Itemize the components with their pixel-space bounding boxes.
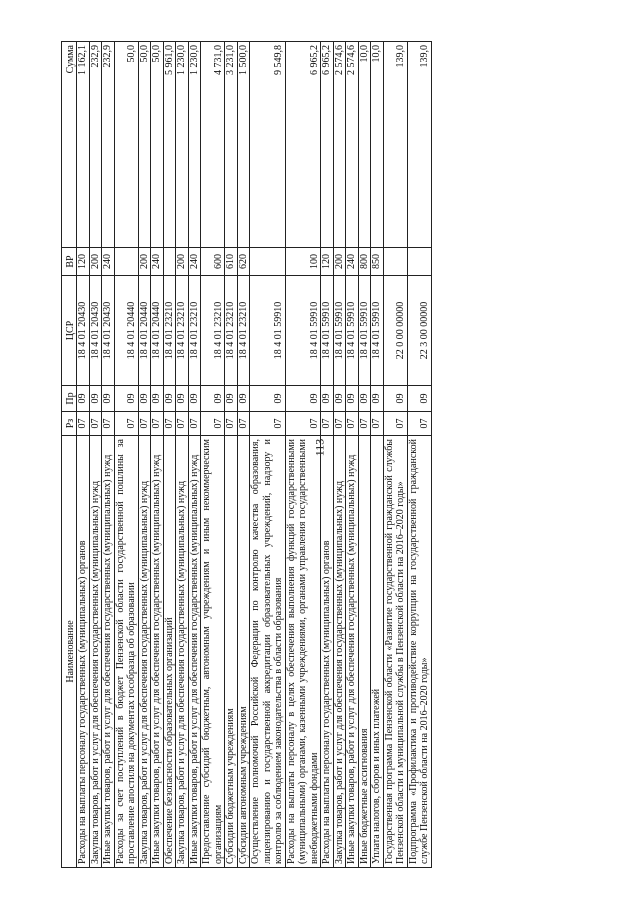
- row-pr: 09: [151, 386, 164, 412]
- row-sum: 2 574,6: [333, 42, 346, 248]
- row-sum: 6 965,2: [321, 42, 334, 248]
- row-pr: 09: [176, 386, 189, 412]
- row-pr: 09: [163, 386, 176, 412]
- row-pr: 09: [201, 386, 225, 412]
- header-rz: Рз: [62, 412, 77, 436]
- row-rz: 07: [285, 412, 321, 436]
- row-csr: 18 4 01 59910: [371, 276, 384, 386]
- row-csr: 22 0 00 00000: [383, 276, 407, 386]
- row-vr: [407, 248, 431, 276]
- table-row: [321, 42, 334, 868]
- header-name: Наименование: [62, 436, 77, 868]
- row-pr: 09: [358, 386, 371, 412]
- row-rz: 07: [114, 412, 138, 436]
- row-rz: 07: [225, 412, 238, 436]
- row-rz: 07: [346, 412, 359, 436]
- row-vr: 620: [237, 248, 250, 276]
- row-name: Иные закупки товаров, работ и услуг для обеспечения государственных (муниципальных) нужд: [151, 436, 164, 868]
- row-vr: 240: [102, 248, 115, 276]
- row-vr: 600: [201, 248, 225, 276]
- row-csr: 18 4 01 20430: [102, 276, 115, 386]
- row-vr: 200: [333, 248, 346, 276]
- table-row: [225, 42, 238, 868]
- row-sum: 232,9: [89, 42, 102, 248]
- row-pr: 09: [346, 386, 359, 412]
- row-name: Закупка товаров, работ и услуг для обеспечения государственных (муниципальных) нужд: [89, 436, 102, 868]
- row-pr: 09: [188, 386, 201, 412]
- header-sum: Сумма: [62, 42, 77, 248]
- row-csr: 18 4 01 23210: [176, 276, 189, 386]
- row-csr: 18 4 01 23210: [163, 276, 176, 386]
- table-row: [114, 42, 138, 868]
- row-vr: [383, 248, 407, 276]
- table-row: [163, 42, 176, 868]
- row-sum: 1 230,0: [188, 42, 201, 248]
- row-sum: 6 965,2: [285, 42, 321, 248]
- row-pr: 09: [77, 386, 90, 412]
- table-row: [358, 42, 371, 868]
- row-vr: 240: [151, 248, 164, 276]
- row-vr: 100: [285, 248, 321, 276]
- row-name: Закупка товаров, работ и услуг для обеспечения государственных (муниципальных) нужд: [138, 436, 151, 868]
- header-vr: ВР: [62, 248, 77, 276]
- row-sum: 10,0: [371, 42, 384, 248]
- row-name: Подпрограмма «Профилактика и противодействие коррупции на государственной гражданской службе Пензенской области на 2016–2020 годы»: [407, 436, 431, 868]
- row-csr: 18 4 01 23210: [225, 276, 238, 386]
- row-pr: 09: [285, 386, 321, 412]
- row-rz: 07: [89, 412, 102, 436]
- table-row: [176, 42, 189, 868]
- row-rz: 07: [358, 412, 371, 436]
- row-name: Расходы за счет поступлений в бюджет Пензенской области государственной пошлины за проставление апостиля на документах гособразца об образовании: [114, 436, 138, 868]
- row-csr: 22 3 00 00000: [407, 276, 431, 386]
- row-rz: 07: [176, 412, 189, 436]
- row-sum: 139,0: [383, 42, 407, 248]
- row-sum: 9 549,8: [250, 42, 286, 248]
- row-csr: 18 4 01 20430: [77, 276, 90, 386]
- row-name: Предоставление субсидий бюджетным, автономным учреждениям и иным некоммерческим организациям: [201, 436, 225, 868]
- row-vr: 610: [225, 248, 238, 276]
- row-pr: 09: [371, 386, 384, 412]
- header-pr: Пр: [62, 386, 77, 412]
- row-pr: 09: [114, 386, 138, 412]
- table-row: [237, 42, 250, 868]
- row-sum: 50,0: [114, 42, 138, 248]
- row-csr: 18 4 01 59910: [346, 276, 359, 386]
- page-number: 113: [312, 438, 327, 457]
- row-csr: 18 4 01 59910: [358, 276, 371, 386]
- row-sum: 1 230,0: [176, 42, 189, 248]
- row-rz: 07: [237, 412, 250, 436]
- row-name: Осуществление полномочий Российской Федерации по контролю качества образования, лицензированию и государственной аккредитации образовательных учреждений, надзору и контролю за соблюдением законодательства в области образования: [250, 436, 286, 868]
- row-rz: 07: [163, 412, 176, 436]
- row-csr: 18 4 01 59910: [285, 276, 321, 386]
- row-vr: 120: [77, 248, 90, 276]
- row-name: Расходы на выплаты персоналу государственных (муниципальных) органов: [321, 436, 334, 868]
- row-pr: 09: [333, 386, 346, 412]
- row-vr: 240: [188, 248, 201, 276]
- row-csr: 18 4 01 23210: [201, 276, 225, 386]
- table-row: [151, 42, 164, 868]
- row-pr: 09: [407, 386, 431, 412]
- row-csr: 18 4 01 23210: [237, 276, 250, 386]
- row-csr: 18 4 01 59910: [250, 276, 286, 386]
- row-sum: 50,0: [151, 42, 164, 248]
- row-name: Иные закупки товаров, работ и услуг для обеспечения государственных (муниципальных) нужд: [102, 436, 115, 868]
- row-name: Закупка товаров, работ и услуг для обеспечения государственных (муниципальных) нужд: [333, 436, 346, 868]
- table-row: [102, 42, 115, 868]
- row-csr: 18 4 01 20440: [151, 276, 164, 386]
- table-row: [371, 42, 384, 868]
- row-pr: 09: [237, 386, 250, 412]
- row-rz: 07: [383, 412, 407, 436]
- row-vr: [114, 248, 138, 276]
- row-sum: 232,9: [102, 42, 115, 248]
- row-name: Иные бюджетные ассигнования: [358, 436, 371, 868]
- table-row: [77, 42, 90, 868]
- row-rz: 07: [188, 412, 201, 436]
- table-row: [89, 42, 102, 868]
- table-row: [346, 42, 359, 868]
- row-vr: [163, 248, 176, 276]
- row-name: Субсидии автономным учреждениям: [237, 436, 250, 868]
- table-row: [201, 42, 225, 868]
- table-row: [285, 42, 321, 868]
- header-csr: ЦСР: [62, 276, 77, 386]
- row-vr: 800: [358, 248, 371, 276]
- row-csr: 18 4 01 23210: [188, 276, 201, 386]
- table-row: [383, 42, 407, 868]
- row-rz: 07: [77, 412, 90, 436]
- table-row: [188, 42, 201, 868]
- row-csr: 18 4 01 20440: [114, 276, 138, 386]
- row-sum: 1 162,1: [77, 42, 90, 248]
- row-rz: 07: [102, 412, 115, 436]
- row-rz: 07: [151, 412, 164, 436]
- row-name: Уплата налогов, сборов и иных платежей: [371, 436, 384, 868]
- row-rz: 07: [138, 412, 151, 436]
- row-name: Иные закупки товаров, работ и услуг для обеспечения государственных (муниципальных) нужд: [188, 436, 201, 868]
- row-pr: 09: [138, 386, 151, 412]
- budget-table: [61, 41, 432, 868]
- row-vr: [250, 248, 286, 276]
- table-header-row: [62, 42, 77, 868]
- rotated-page-content: [61, 42, 555, 868]
- row-sum: 1 500,0: [237, 42, 250, 248]
- table-row: [407, 42, 431, 868]
- row-vr: 240: [346, 248, 359, 276]
- row-name: Обеспечение безопасности образовательных организаций: [163, 436, 176, 868]
- row-name: Закупка товаров, работ и услуг для обеспечения государственных (муниципальных) нужд: [176, 436, 189, 868]
- row-rz: 07: [201, 412, 225, 436]
- row-name: Расходы на выплаты персоналу государственных (муниципальных) органов: [77, 436, 90, 868]
- row-pr: 09: [225, 386, 238, 412]
- table-row: [333, 42, 346, 868]
- row-sum: 139,0: [407, 42, 431, 248]
- row-name: Расходы на выплаты персоналу в целях обеспечения выполнения функций государственными (муниципальными) органами, казенными учреждениями, органами управления государственными внебюджетными фондами: [285, 436, 321, 868]
- row-pr: 09: [102, 386, 115, 412]
- row-rz: 07: [321, 412, 334, 436]
- row-rz: 07: [371, 412, 384, 436]
- row-pr: 09: [250, 386, 286, 412]
- row-sum: 4 731,0: [201, 42, 225, 248]
- row-sum: 10,0: [358, 42, 371, 248]
- table-row: [250, 42, 286, 868]
- row-rz: 07: [250, 412, 286, 436]
- row-rz: 07: [407, 412, 431, 436]
- row-name: Иные закупки товаров, работ и услуг для обеспечения государственных (муниципальных) нужд: [346, 436, 359, 868]
- row-vr: 200: [89, 248, 102, 276]
- row-csr: 18 4 01 20430: [89, 276, 102, 386]
- row-name: Государственная программа Пензенской области «Развитие государственной гражданской службы Пензенской области и муниципальной службы в Пензенской области на 2016–2020 годы»: [383, 436, 407, 868]
- row-sum: 50,0: [138, 42, 151, 248]
- row-pr: 09: [321, 386, 334, 412]
- row-sum: 2 574,6: [346, 42, 359, 248]
- row-vr: 120: [321, 248, 334, 276]
- row-rz: 07: [333, 412, 346, 436]
- row-pr: 09: [89, 386, 102, 412]
- row-csr: 18 4 01 59910: [321, 276, 334, 386]
- row-sum: 5 961,0: [163, 42, 176, 248]
- row-vr: 200: [176, 248, 189, 276]
- row-csr: 18 4 01 20440: [138, 276, 151, 386]
- table-row: [138, 42, 151, 868]
- row-csr: 18 4 01 59910: [333, 276, 346, 386]
- row-vr: 850: [371, 248, 384, 276]
- row-name: Субсидии бюджетным учреждениям: [225, 436, 238, 868]
- row-sum: 3 231,0: [225, 42, 238, 248]
- row-pr: 09: [383, 386, 407, 412]
- row-vr: 200: [138, 248, 151, 276]
